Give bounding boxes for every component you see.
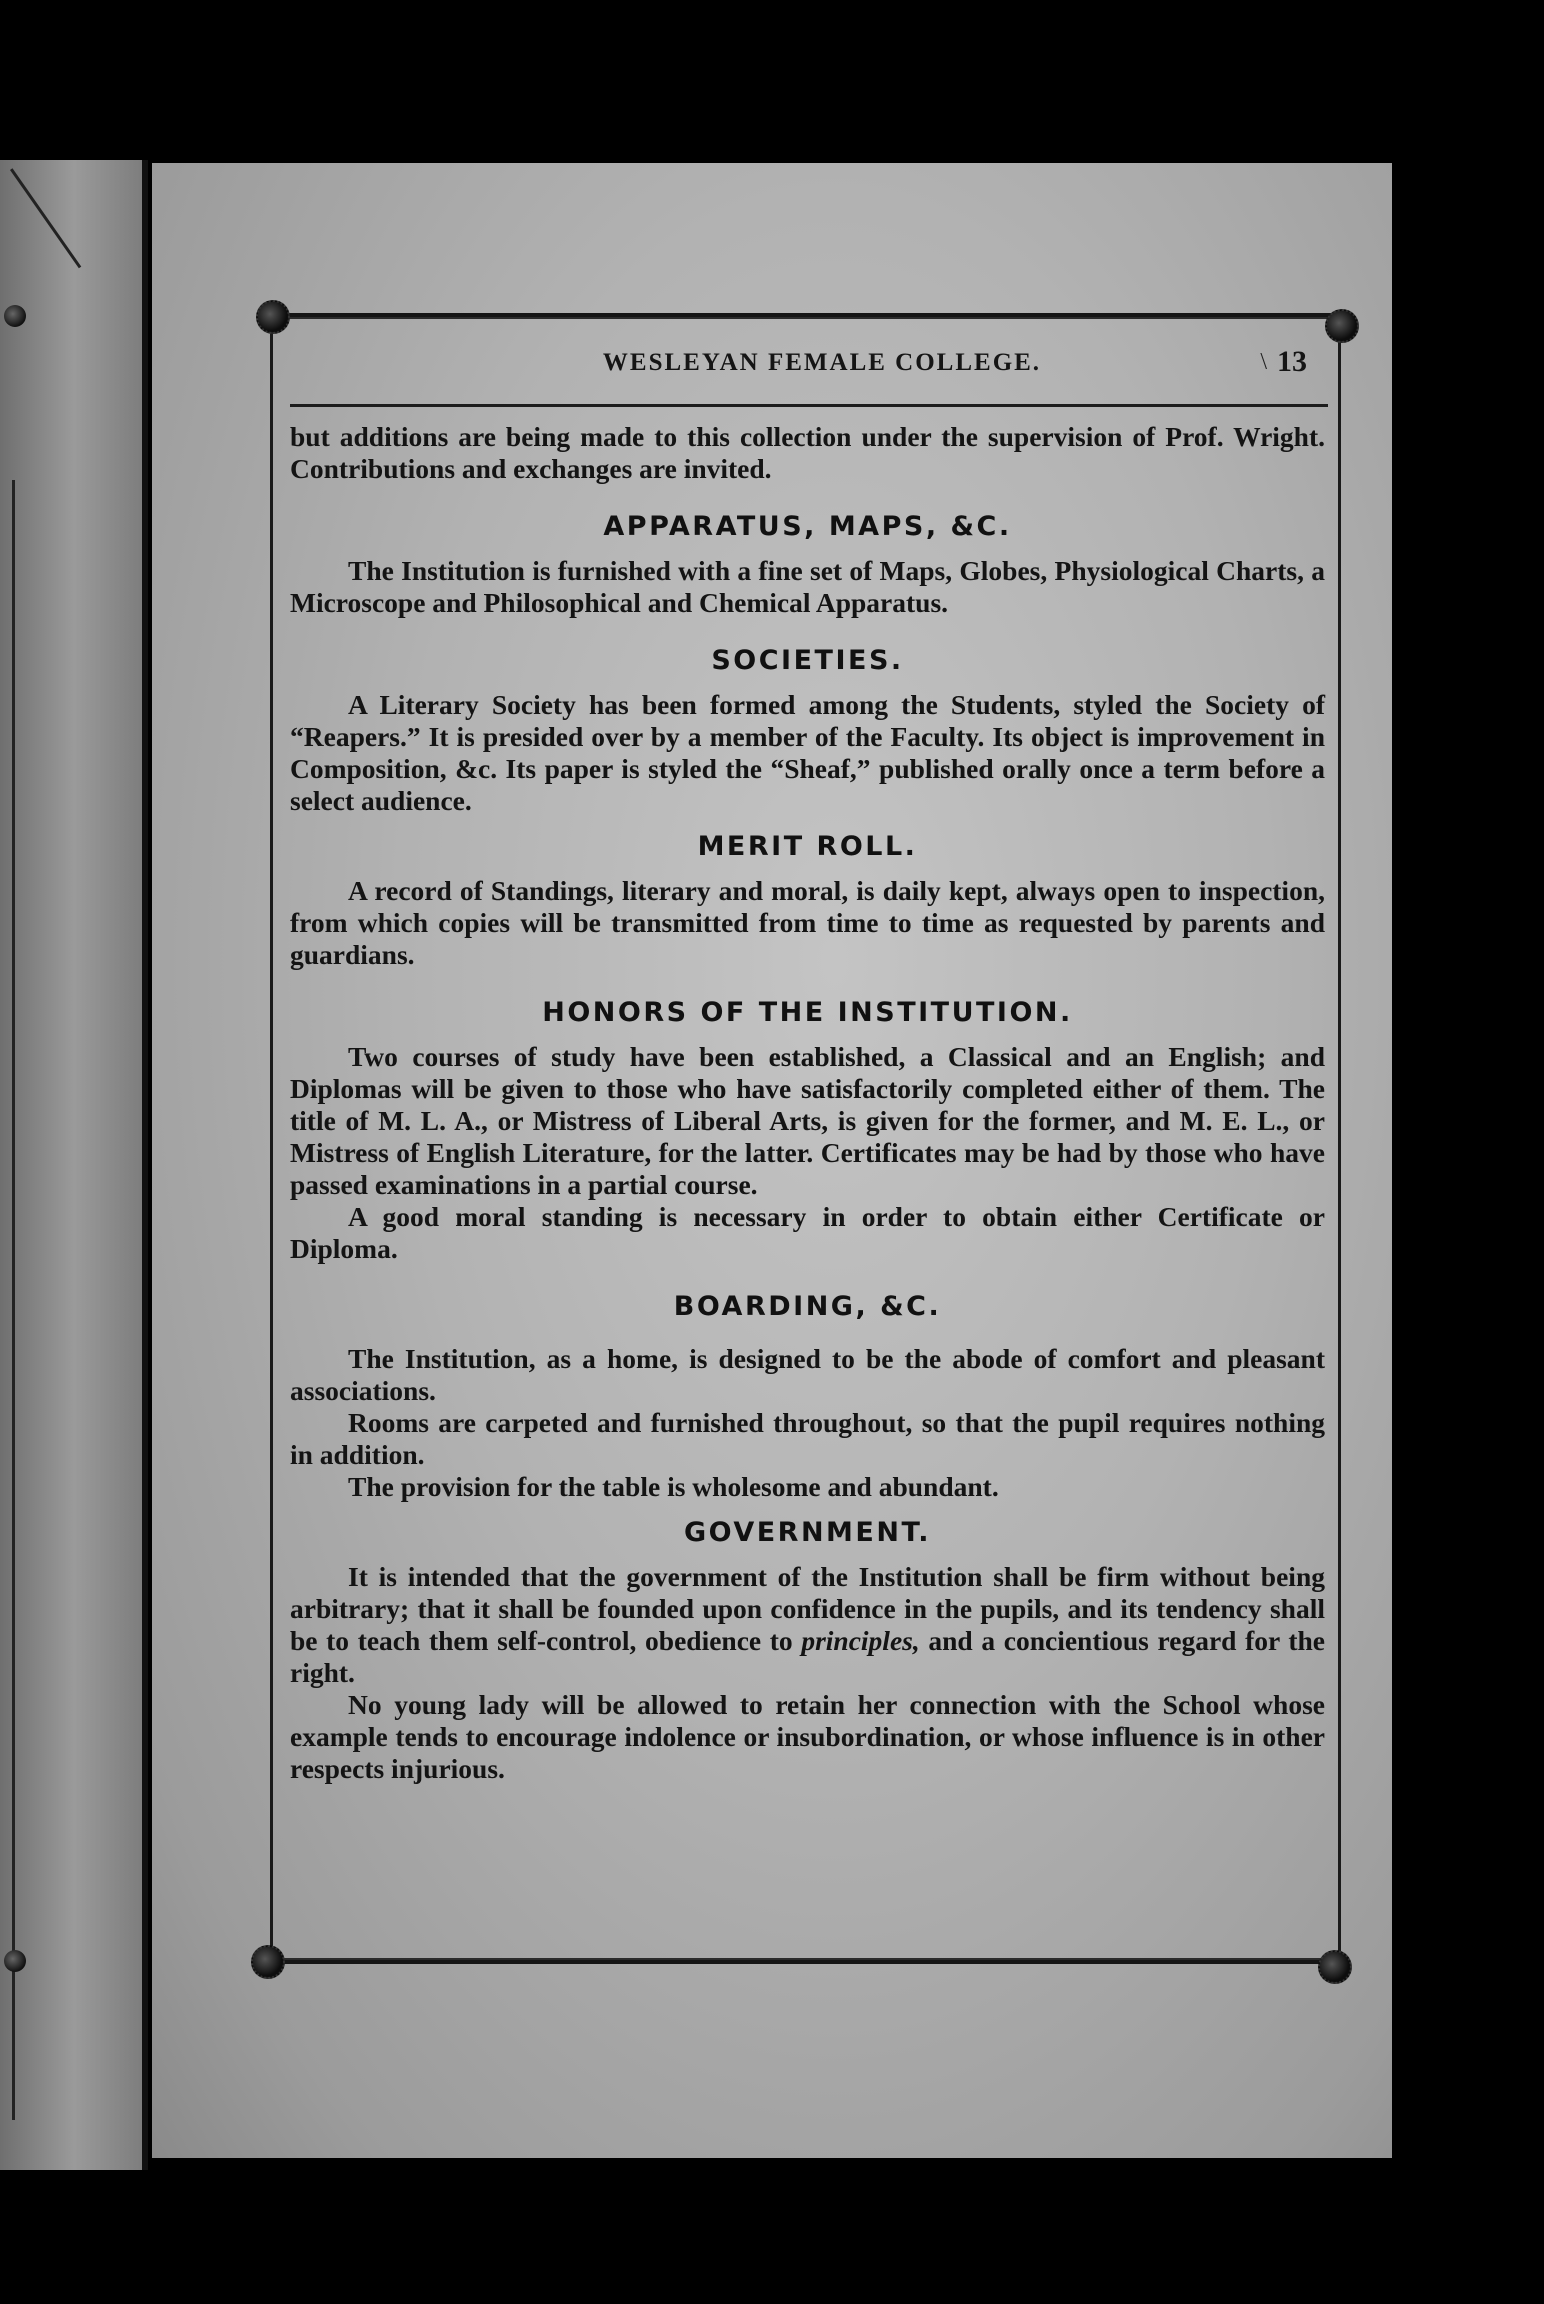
corner-ornament-icon	[256, 300, 290, 334]
boarding-paragraph-1: The Institution, as a home, is designed to be the abode of comfort and pleasant associations.	[290, 1343, 1325, 1406]
running-head	[317, 343, 1327, 383]
facing-page-ornament-icon	[4, 1950, 26, 1972]
book-page	[152, 163, 1392, 2158]
frame-right-rule	[1338, 321, 1341, 1961]
boarding-paragraph-3: The provision for the table is wholesome and abundant.	[348, 1471, 999, 1502]
page-body	[290, 421, 1325, 1785]
heading-honors: HONORS OF THE INSTITUTION.	[542, 997, 1073, 1028]
running-head-title: WESLEYAN FEMALE COLLEGE.	[602, 349, 1042, 376]
frame-bottom-rule	[265, 1958, 1335, 1964]
running-head-mark: \	[1260, 349, 1267, 375]
heading-merit-roll: MERIT ROLL.	[697, 831, 918, 862]
corner-ornament-icon	[251, 1945, 285, 1979]
government-paragraph-2: No young lady will be allowed to retain her connection with the School whose example tends to encourage indolence or insubordination, or whose influence is in other respects injurious.	[290, 1689, 1325, 1784]
facing-page-frame-rule	[12, 480, 15, 2120]
heading-boarding: BOARDING, &C.	[673, 1291, 942, 1322]
facing-page-mark	[10, 168, 81, 268]
facing-page-edge	[0, 160, 148, 2170]
boarding-paragraph-2: Rooms are carpeted and furnished throughout, so that the pupil requires nothing in addition.	[290, 1407, 1325, 1470]
government-text-start: It is intended that the government of the Institution shall be firm without being arbitrary; that it shall be founded upon confidence in the pupils, and its tendency shall be to teach them self-control, obedience to	[290, 1561, 1325, 1656]
merit-roll-paragraph: A record of Standings, literary and moral, is daily kept, always open to inspection, from which copies will be transmitted from time to time as requested by parents and guardians.	[290, 875, 1325, 970]
intro-paragraph: but additions are being made to this collection under the supervision of Prof. Wright. Contributions and exchanges are invited.	[290, 421, 1325, 484]
facing-page-ornament-icon	[4, 305, 26, 327]
frame-top-rule	[269, 313, 1345, 319]
honors-paragraph-1: Two courses of study have been established, a Classical and an English; and Diplomas will be given to those who have satisfactorily completed either of them. The title of M. L. A., or Mistress of Liberal Arts, is given for the former, and M. E. L., or Mistress of English Literature, for the latter. Certificates may be had by those who have passed examinations in a partial course.	[290, 1041, 1325, 1200]
book-gutter	[142, 160, 148, 2170]
government-text-end: and a concientious regard for the right.	[290, 1625, 1325, 1688]
apparatus-paragraph: The Institution is furnished with a fine set of Maps, Globes, Physiological Charts, a Microscope and Philosophical and Chemical Apparatus.	[290, 555, 1325, 618]
corner-ornament-icon	[1318, 1950, 1352, 1984]
societies-paragraph: A Literary Society has been formed among the Students, styled the Society of “Reapers.” It is presided over by a member of the Faculty. Its object is improvement in Composition, &c. Its paper is styled the “Sheaf,” published orally once a term before a select audience.	[290, 689, 1325, 816]
heading-government: GOVERNMENT.	[683, 1517, 932, 1548]
government-text-emphasis: principles,	[801, 1625, 920, 1656]
honors-paragraph-2: A good moral standing is necessary in order to obtain either Certificate or Diploma.	[290, 1201, 1325, 1264]
header-rule	[290, 404, 1328, 407]
frame-left-rule	[270, 315, 273, 1960]
page-number: 13	[1277, 345, 1307, 378]
corner-ornament-icon	[1325, 309, 1359, 343]
heading-apparatus: APPARATUS, MAPS, &C.	[603, 511, 1012, 542]
heading-societies: SOCIETIES.	[711, 645, 904, 676]
government-paragraph-1	[290, 1561, 1325, 1689]
